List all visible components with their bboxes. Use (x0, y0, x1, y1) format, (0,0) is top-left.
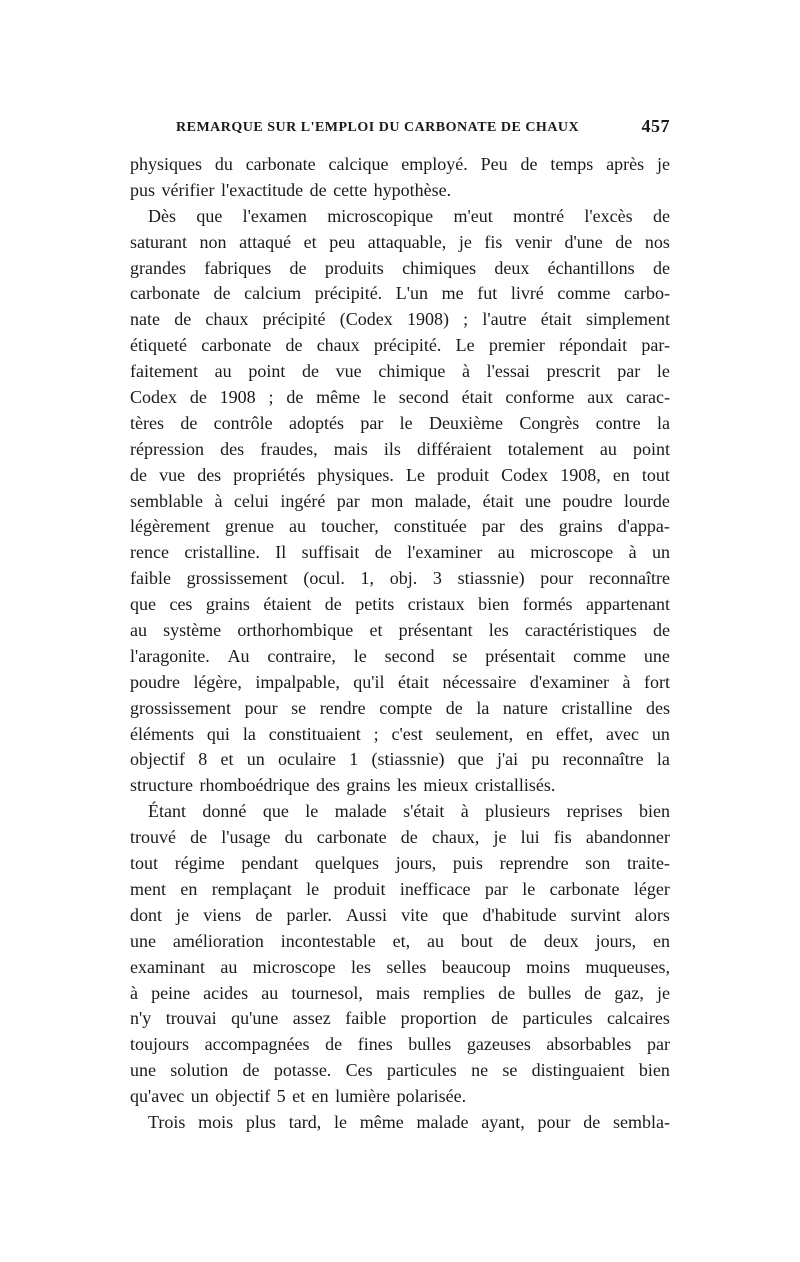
text-line: toujours accompagnées de fines bulles gazeuses absorbables par (130, 1034, 670, 1055)
text-line: pus vérifier l'exactitude de cette hypothèse. (130, 179, 452, 200)
text-line: dont je viens de parler. Aussi vite que d'habitude survint alors (130, 904, 670, 925)
text-line: trouvé de l'usage du carbonate de chaux, je lui fis abandonner (130, 827, 670, 848)
text-line: Étant donné que le malade s'était à plusieurs reprises bien (148, 801, 670, 822)
text-line: objectif 8 et un oculaire 1 (stiassnie) que j'ai pu reconnaître la (130, 749, 670, 770)
text-line: saturant non attaqué et peu attaquable, je fis venir d'une de nos (130, 231, 670, 252)
text-line: que ces grains étaient de petits cristaux bien formés appartenant (130, 594, 670, 615)
text-line: faitement au point de vue chimique à l'essai prescrit par le (130, 361, 670, 382)
text-line: une solution de potasse. Ces particules ne se distinguaient bien (130, 1060, 670, 1081)
text-line: Dès que l'examen microscopique m'eut montré l'excès de (148, 205, 670, 226)
text-line: grossissement pour se rendre compte de la nature cristalline des (130, 697, 670, 718)
text-line: structure rhomboédrique des grains les mieux cristallisés. (130, 775, 556, 796)
text-line: grandes fabriques de produits chimiques deux échantillons de (130, 257, 670, 278)
text-line: carbonate de calcium précipité. L'un me fut livré comme carbo- (130, 283, 670, 304)
text-line: rence cristalline. Il suffisait de l'examiner au microscope à un (130, 542, 670, 563)
book-page (130, 112, 670, 1136)
text-line: physiques du carbonate calcique employé. Peu de temps après je (130, 154, 670, 174)
text-line: tères de contrôle adoptés par le Deuxième Congrès contre la (130, 412, 670, 433)
text-line: ment en remplaçant le produit inefficace par le carbonate léger (130, 878, 670, 899)
text-line: légèrement grenue au toucher, constituée par des grains d'appa- (130, 516, 670, 537)
text-line: poudre légère, impalpable, qu'il était nécessaire d'examiner à fort (130, 671, 670, 692)
text-line: examinant au microscope les selles beaucoup moins muqueuses, (130, 956, 670, 977)
text-line: tout régime pendant quelques jours, puis reprendre son traite- (130, 853, 670, 874)
running-head (130, 112, 670, 142)
page-number: 457 (641, 116, 670, 136)
text-line: éléments qui la constituaient ; c'est seulement, en effet, avec un (130, 723, 670, 744)
text-line: étiqueté carbonate de chaux précipité. Le premier répondait par- (130, 335, 670, 356)
text-line: n'y trouvai qu'une assez faible proportion de particules calcaires (130, 1008, 670, 1029)
text-line: répression des fraudes, mais ils différaient totalement au point (130, 438, 670, 459)
text-line: Codex de 1908 ; de même le second était conforme aux carac- (130, 387, 670, 408)
text-line: semblable à celui ingéré par mon malade, était une poudre lourde (130, 490, 670, 511)
body-text (130, 152, 670, 1136)
text-line: nate de chaux précipité (Codex 1908) ; l'autre était simplement (130, 309, 670, 330)
text-line: une amélioration incontestable et, au bout de deux jours, en (130, 930, 670, 951)
text-line: de vue des propriétés physiques. Le produit Codex 1908, en tout (130, 464, 670, 485)
text-line: Trois mois plus tard, le même malade ayant, pour de sembla- (148, 1111, 670, 1132)
text-line: faible grossissement (ocul. 1, obj. 3 stiassnie) pour reconnaître (130, 568, 670, 589)
text-line: à peine acides au tournesol, mais remplies de bulles de gaz, je (130, 982, 670, 1003)
running-title: REMARQUE SUR L'EMPLOI DU CARBONATE DE CHAUX (176, 120, 580, 135)
text-line: l'aragonite. Au contraire, le second se présentait comme une (130, 645, 670, 666)
text-line: au système orthorhombique et présentant les caractéristiques de (130, 620, 670, 641)
text-line: qu'avec un objectif 5 et en lumière polarisée. (130, 1086, 467, 1107)
